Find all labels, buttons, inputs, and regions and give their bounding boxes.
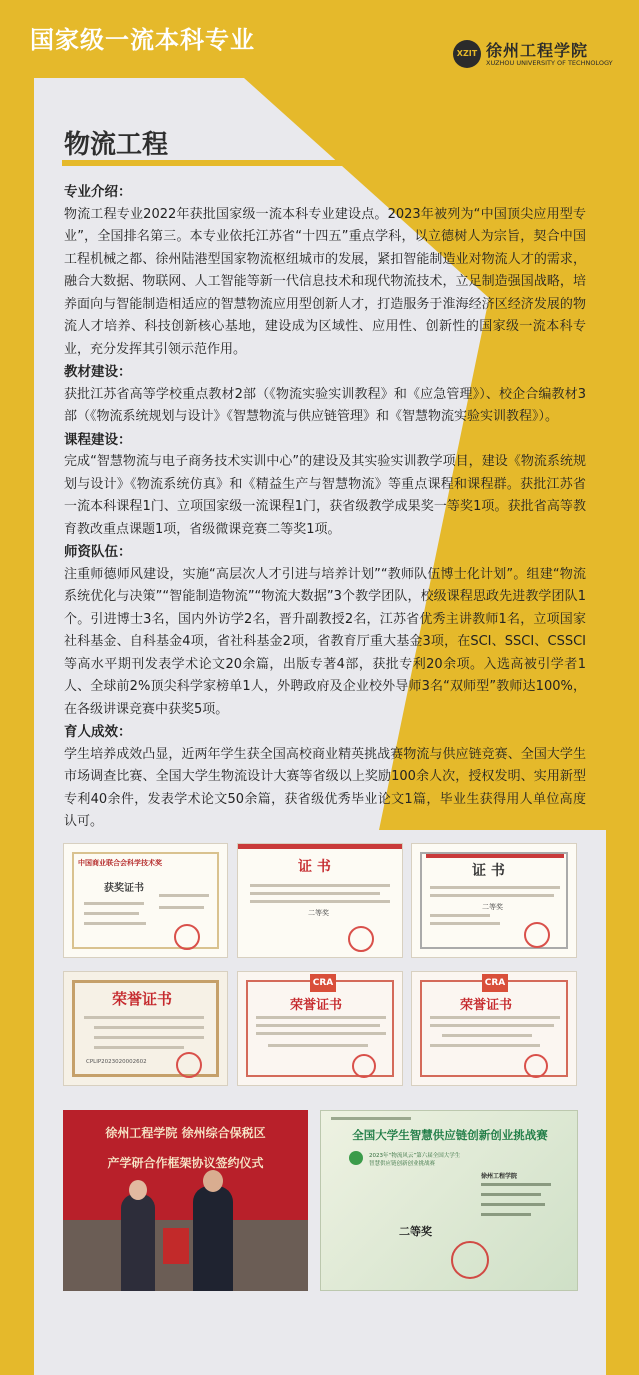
cert-title: 证 书 (472, 863, 505, 879)
section-heading: 育人成效： (64, 724, 132, 740)
competition-certificate-image (320, 1110, 578, 1291)
cert-school: 徐州工程学院 (481, 1173, 518, 1180)
cert-subtitle: 智慧供应链创新创业挑战赛 (369, 1161, 436, 1167)
screen-text: 徐州工程学院 徐州综合保税区 (105, 1126, 266, 1140)
section-text: 注重师德师风建设，实施“高层次人才引进与培养计划”“教师队伍博士化计划”。组建“物流系统优化与决策”“智能制造物流”“物流大数据”3个教学团队，校级课程思政先进教学团队1个。引进博士3名，国内外访学2名，晋升副教授2名，江苏省优秀主讲教师1名，立项国家社科基金、自科基金4项，省社科基金2项，省教育厅重大基金3项，在SCI、SSCI、CSSCI等高水平期刊发表学术论文20余篇，出版专著4部，获批专利20余项。入选高被引学者1人、全球前2%顶尖科学家榜单1人，外聘政府及企业校外导师3名“双师型”教师达100%，在各级讲课竞赛中获奖5项。 (64, 566, 586, 717)
certificate-image-4 (63, 971, 228, 1086)
certificate-image-5 (237, 971, 403, 1086)
section-heading: 专业介绍： (64, 184, 132, 200)
cert-title: 荣誉证书 (290, 998, 343, 1013)
cert-subtitle: 2023年“物流风云”第六届全国大学生 (369, 1153, 461, 1159)
cert-title: 获奖证书 (104, 883, 144, 894)
title-underline (62, 160, 352, 166)
page-title: 物流工程 (64, 130, 169, 160)
signing-ceremony-photo (63, 1110, 308, 1291)
screen-text: 产学研合作框架协议签约仪式 (107, 1156, 264, 1170)
university-name-en: XUZHOU UNIVERSITY OF TECHNOLOGY (486, 59, 613, 67)
section-heading: 师资队伍： (64, 544, 132, 560)
banner-title: 国家级一流本科专业 (30, 26, 255, 54)
section-text: 完成“智慧物流与电子商务技术实训中心”的建设及其实验实训教学项目，建设《物流系统规划与设计》《物流系统仿真》和《精益生产与智慧物流》等重点课程和课程群。获批江苏省一流本科课程1门、立项国家级一流课程1门，获省级教学成果奖一等奖1项。获批省高等教育教改重点课题1项，省级微课竞赛二等奖1项。 (64, 454, 586, 537)
certificate-image-6 (411, 971, 577, 1086)
cert-title: 荣誉证书 (112, 990, 173, 1008)
cert-award: 二等奖 (482, 903, 503, 911)
cert-award: 二等奖 (308, 909, 329, 917)
cert-title: 荣誉证书 (460, 998, 513, 1013)
certificate-image-2 (237, 843, 403, 958)
cert-title: 证 书 (298, 859, 331, 875)
competition-logo-icon (349, 1151, 363, 1165)
section-heading: 课程建设： (64, 431, 132, 448)
cra-badge-icon: CRA (310, 974, 336, 992)
section-text: 物流工程专业2022年获批国家级一流本科专业建设点。2023年被列为“中国顶尖应用型专业”，全国排名第三。本专业依托江苏省“十四五”重点学科，以立德树人为宗旨，契合中国工程机械之都、徐州陆港型国家物流枢纽城市的发展，紧扣智能制造业对物流人才的需求，融合大数据、物联网、人工智能等新一代信息技术和现代物流技术，立足制造强国战略，培养面向与智能制造相适应的智慧物流应用型创新人才，打造服务于淮海经济区经济发展的物流人才培养、科技创新核心基地，建设成为区域性、应用性、创新性的国家级一流本科专业，充分发挥其引领示范作用。 (64, 206, 586, 357)
section-text: 获批江苏省高等学校重点教材2部（《物流实验实训教程》和《应急管理》）、校企合编教材3部（《物流系统规划与设计》《智慧物流与供应链管理》和《智慧物流实验实训教程》）。 (64, 386, 586, 424)
certificate-image-1 (63, 843, 228, 958)
cert-title: 全国大学生智慧供应链创新创业挑战赛 (352, 1128, 548, 1142)
article-body (64, 181, 586, 834)
cert-header: 中国商业联合会科学技术奖 (78, 859, 162, 867)
section-text: 学生培养成效凸显，近两年学生获全国高校商业精英挑战赛物流与供应链竞赛、全国大学生市场调查比赛、全国大学生物流设计大赛等省级以上奖励100余人次，授权发明、实用新型专利40余件，发表学术论文50余篇，获省级优秀毕业论文1篇，毕业生获得用人单位高度认可。 (64, 746, 586, 829)
certificate-image-3 (411, 843, 577, 958)
section-heading: 教材建设： (64, 364, 132, 380)
cert-award: 二等奖 (399, 1225, 432, 1238)
university-logo-icon: XZIT (453, 40, 481, 68)
cra-badge-icon: CRA (482, 974, 508, 992)
header-banner (0, 0, 639, 78)
university-name-cn: 徐州工程学院 (486, 41, 589, 60)
cert-code: CPLIP2023020002602 (86, 1059, 147, 1065)
